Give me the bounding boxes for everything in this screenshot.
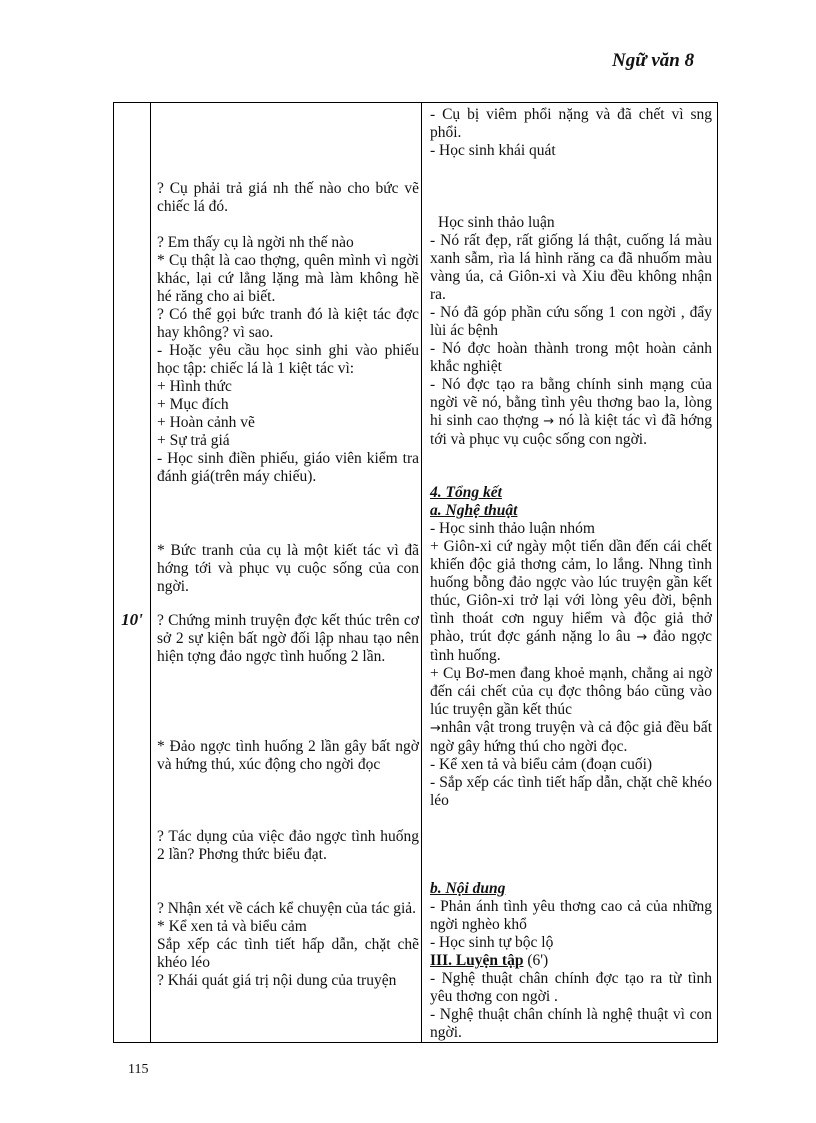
- right-r15: - Học sinh tự bộc lộ: [430, 934, 554, 951]
- left-task: - Hoặc yêu cầu học sinh ghi vào phiếu học tập: chiếc lá là 1 kiệt tác vì:: [157, 342, 419, 377]
- left-block: [157, 234, 419, 486]
- left-a6b: Sắp xếp các tình tiết hấp dẫn, chặt chẽ khéo léo: [157, 936, 419, 971]
- left-q3: ? Có thể gọi bức tranh đó là kiệt tác đợc hay không? vì sao.: [157, 306, 419, 341]
- page-number: 115: [128, 1062, 149, 1077]
- right-r6: - Nó đợc hoàn thành trong một hoàn cảnh khắc nghiệt: [430, 340, 712, 375]
- right-hb: b. Nội dung: [430, 880, 506, 897]
- right-r8: - Học sinh thảo luận nhóm: [430, 520, 595, 537]
- right-r13: - Sắp xếp các tình tiết hấp dẫn, chặt chẽ khéo léo: [430, 774, 712, 809]
- right-r9a: + Giôn-xi cứ ngày một tiến dần đến cái chết khiến độc giả thơng cảm, lo lắng. Nhng tình huống bỗng đảo ngợc vào lúc truyện gần kết thúc, Giôn-xi trở lại với lòng yêu đời, bệnh tình thoát cơn nguy hiểm và độc giả thở phào, trút đợc gánh nặng lo âu: [430, 538, 712, 645]
- right-r5: - Nó đã góp phần cứu sống 1 con ngời , đẩy lùi ác bệnh: [430, 304, 712, 339]
- left-item-1: + Hình thức: [157, 378, 232, 395]
- right-ha: a. Nghệ thuật: [430, 502, 518, 519]
- right-block1: [430, 106, 712, 160]
- right-block2: [430, 214, 712, 449]
- right-r9b: đảo ngợc tình huống.: [430, 628, 712, 664]
- right-r1: - Cụ bị viêm phổi nặng và đã chết vì sng phổi.: [430, 106, 712, 141]
- left-q5: ? Tác dụng của việc đảo ngợc tình huống 2 lần? Phơng thức biểu đạt.: [157, 828, 419, 863]
- left-item-3: + Hoàn cảnh vẽ: [157, 414, 255, 431]
- right-r12: - Kể xen tả và biểu cảm (đoạn cuối): [430, 756, 653, 773]
- left-a6a: * Kể xen tả và biểu cảm: [157, 918, 307, 935]
- right-r4: - Nó rất đẹp, rất giống lá thật, cuống lá màu xanh sẫm, rìa lá hình răng ca đã nhuốm màu vàng úa, cả Giôn-xi và Xiu đều không nhận ra.: [430, 232, 712, 303]
- arrow-icon: →: [543, 414, 555, 429]
- right-r17: - Nghệ thuật chân chính là nghệ thuật vì con ngời.: [430, 1006, 712, 1041]
- right-h4: 4. Tổng kết: [430, 484, 502, 501]
- page-header: Ngữ văn 8: [612, 50, 695, 71]
- right-r14: - Phản ánh tình yêu thơng cao cả của những ngời nghèo khổ: [430, 898, 712, 933]
- left-q2: ? Em thấy cụ là ngời nh thế nào: [157, 234, 354, 251]
- time-column: [114, 103, 151, 1043]
- time-label: 10': [121, 610, 143, 629]
- arrow-icon: →: [430, 721, 441, 736]
- left-check: - Học sinh điền phiếu, giáo viên kiểm tra đánh giá(trên máy chiếu).: [157, 450, 419, 485]
- arrow-icon: →: [636, 630, 648, 645]
- right-h3-row: [430, 952, 712, 970]
- right-r7: [430, 376, 712, 449]
- left-q6: ? Nhận xét về cách kể chuyện của tác giả.: [157, 900, 417, 917]
- left-a2: * Cụ thật là cao thợng, quên mình vì ngời khác, lại cứ lẳng lặng mà làm không hề hé răng cho ai biết.: [157, 252, 419, 305]
- right-r3: Học sinh thảo luận: [438, 214, 555, 231]
- right-r7a: - Nó đợc tạo ra bằng chính sinh mạng của ngời vẽ nó, bằng tình yêu thơng bao la, lòng hi sinh cao thợng: [430, 376, 712, 429]
- right-h3b: (6'): [527, 952, 549, 969]
- left-item-4: + Sự trả giá: [157, 432, 230, 449]
- right-r10: + Cụ Bơ-men đang khoẻ mạnh, chẳng ai ngờ đến cái chết của cụ đợc thông báo cũng vào lúc truyện gần kết thúc: [430, 665, 712, 718]
- right-r9: [430, 538, 712, 665]
- right-block3: [430, 484, 712, 810]
- left-item-2: + Mục đích: [157, 396, 229, 413]
- left-summary1: * Bức tranh của cụ là một kiết tác vì đã hớng tới và phục vụ cuộc sống của con ngời.: [157, 542, 419, 595]
- right-block4: [430, 880, 712, 1042]
- right-r11: nhân vật trong truyện và cả độc giả đều bất ngờ gây hứng thú cho ngời đọc.: [430, 719, 712, 755]
- right-r2: - Học sinh khái quát: [430, 142, 556, 159]
- left-q7: ? Khái quát giá trị nội dung của truyện: [157, 972, 397, 989]
- left-block2: [157, 900, 419, 990]
- right-r7b: nó là kiệt tác vì đã hớng tới và phục vụ cuộc sống con ngời.: [430, 412, 712, 448]
- left-q1: ? Cụ phải trả giá nh thế nào cho bức vẽ chiếc lá đó.: [157, 180, 419, 215]
- right-r16: - Nghệ thuật chân chính đợc tạo ra từ tình yêu thơng con ngời .: [430, 970, 712, 1005]
- left-summary2: * Đảo ngợc tình huống 2 lần gây bất ngờ và hứng thú, xúc động cho ngời đọc: [157, 738, 419, 773]
- right-r11-row: [430, 719, 712, 756]
- right-h3: III. Luyện tập: [430, 952, 524, 969]
- left-q4: ? Chứng minh truyện đợc kết thúc trên cơ sở 2 sự kiện bất ngờ đối lập nhau tạo nên hiện tợng đảo ngợc tình huống 2 lần.: [157, 612, 419, 665]
